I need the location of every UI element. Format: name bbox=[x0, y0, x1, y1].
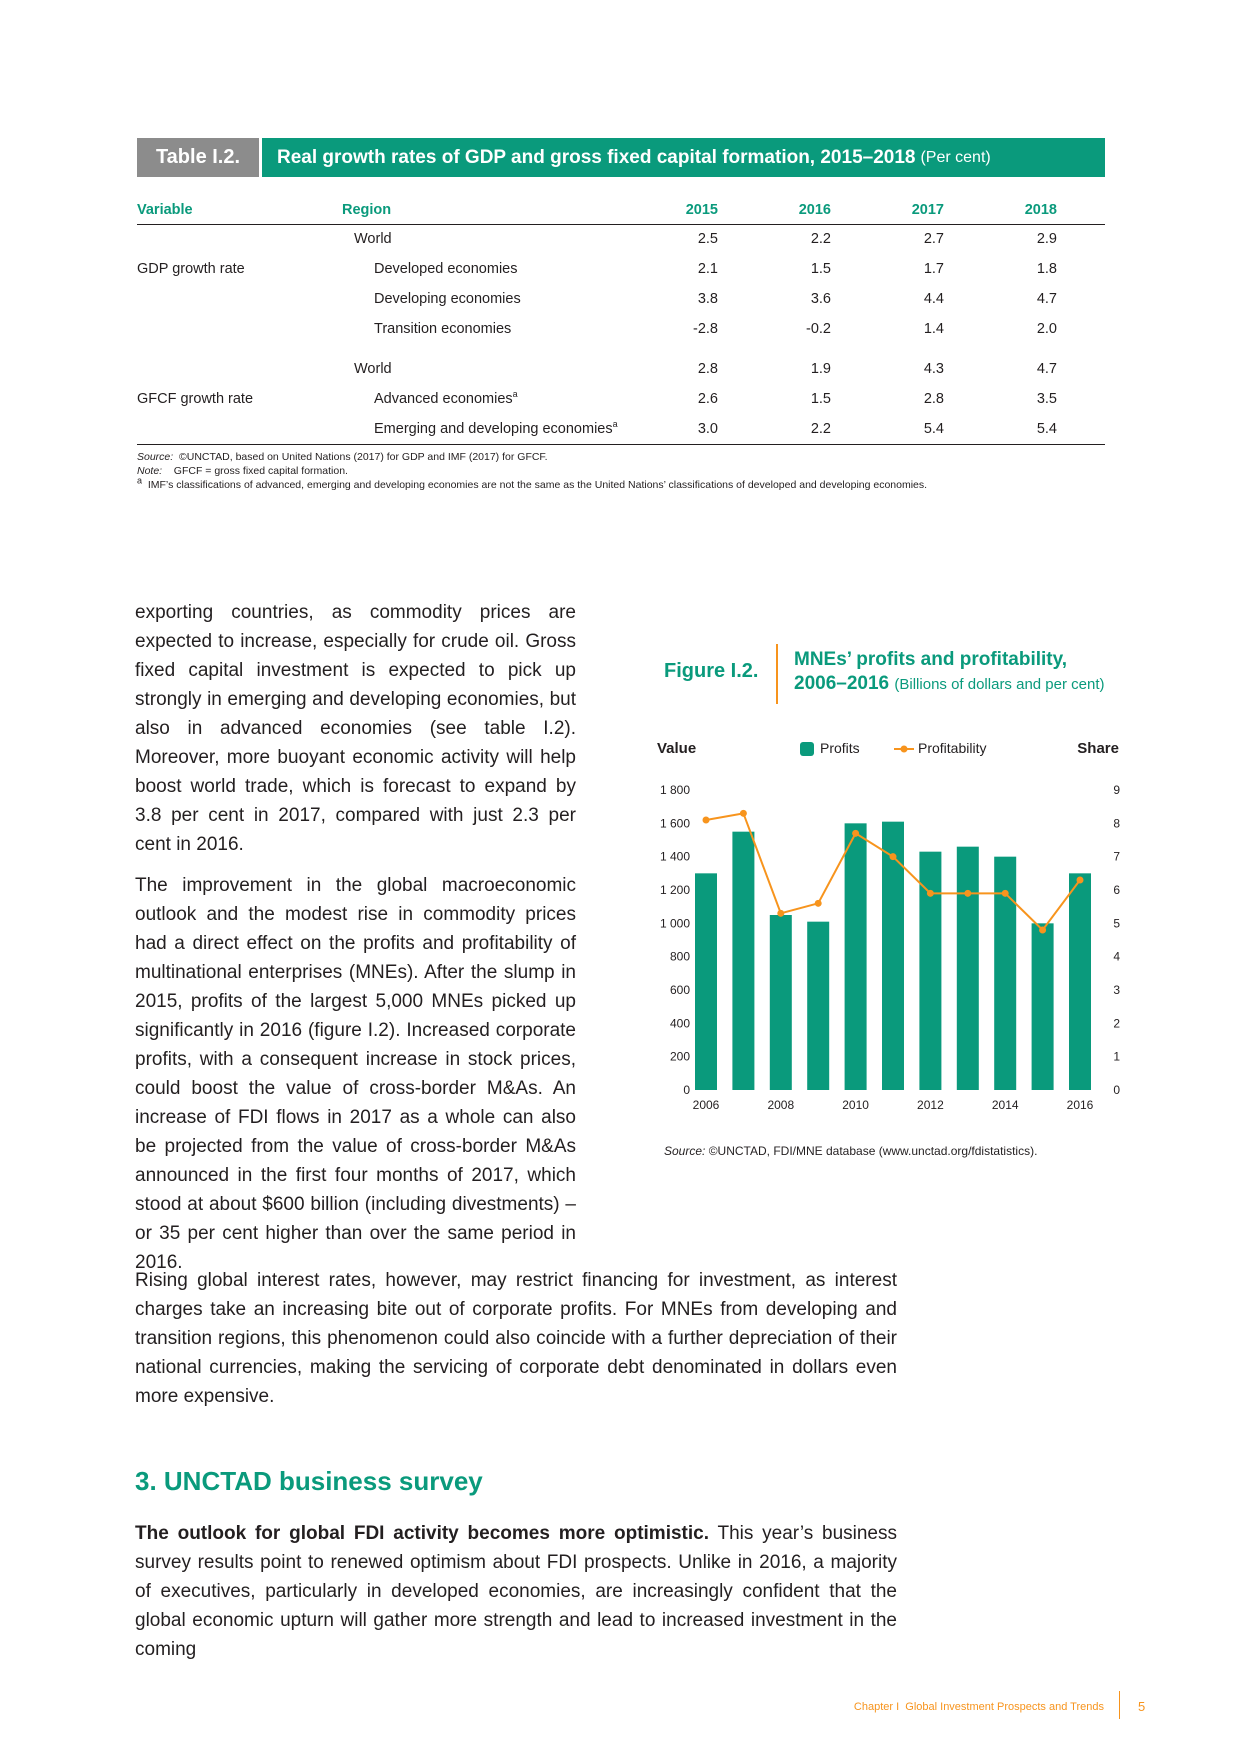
cell-value: 2.1 bbox=[697, 261, 718, 277]
col-header-year: 2018 bbox=[992, 196, 1105, 224]
cell-value: 1.7 bbox=[923, 261, 944, 277]
body-paragraph bbox=[135, 1519, 897, 1664]
cell-variable: GFCF growth rate bbox=[137, 391, 254, 407]
cell-value: 3.8 bbox=[697, 291, 718, 307]
body-paragraph: Rising global interest rates, however, may restrict financing for investment, as interest charges take an increasing bite out of corporate profits. For MNEs from developing and transition regions, this phenomenon could also coincide with a further depreciation of their national currencies, making the servicing of corporate debt denominated in dollars even more expensive. bbox=[135, 1270, 897, 1407]
body-paragraph: exporting countries, as commodity prices are expected to increase, especially for crude oil. Gross fixed capital investment is expected to pick up strongly in emerging and developing economies, but also in advanced economies (see table I.2). Moreover, more buoyant economic activity will help boost world trade, which is forecast to expand by 3.8 per cent in 2017, compared with just 2.3 per cent in 2016. bbox=[135, 602, 576, 855]
cell-value: 2.6 bbox=[697, 391, 718, 407]
y-tick-left-label: 600 bbox=[669, 983, 690, 997]
cell-value: -0.2 bbox=[806, 321, 831, 337]
cell-value: -2.8 bbox=[693, 321, 718, 337]
table-footnote: $^a$ IMF’s classifications of advanced, emerging and developing economies are not the same as the United Nations’ classifications of developed and developing economies. bbox=[137, 475, 928, 491]
chart-point bbox=[703, 817, 710, 824]
footer-chapter: Chapter I Global Investment Prospects and Trends bbox=[853, 1701, 1104, 1713]
y-tick-right-label: 4 bbox=[1113, 949, 1120, 964]
y-tick-right-label: 9 bbox=[1113, 783, 1120, 797]
col-header-region: Region bbox=[342, 196, 653, 224]
chart-bar bbox=[770, 915, 792, 1090]
col-header-variable: Variable bbox=[137, 196, 342, 224]
table-title-text: Real growth rates of GDP and gross fixed capital formation, 2015–2018 bbox=[277, 146, 916, 168]
chart-point bbox=[740, 810, 747, 817]
cell-value: 4.7 bbox=[1036, 361, 1057, 377]
cell-value: 2.0 bbox=[1036, 321, 1057, 337]
cell-value: 1.5 bbox=[810, 261, 831, 277]
y-tick-right-label: 3 bbox=[1113, 983, 1120, 997]
legend-point-swatch bbox=[901, 746, 908, 753]
chart-bar bbox=[807, 922, 829, 1090]
cell-region: Developed economies bbox=[374, 261, 518, 277]
y-tick-left-label: 1 600 bbox=[659, 816, 690, 831]
cell-value: 1.5 bbox=[810, 391, 831, 407]
cell-region: World bbox=[354, 361, 392, 377]
col-header-year: 2017 bbox=[879, 196, 992, 224]
y-tick-right-label: 0 bbox=[1113, 1083, 1120, 1097]
chart-point bbox=[927, 890, 934, 897]
x-tick-label: 2014 bbox=[991, 1098, 1019, 1112]
chart-point bbox=[1039, 927, 1046, 934]
cell-value: 3.6 bbox=[810, 291, 831, 307]
y-tick-right-label: 6 bbox=[1113, 883, 1120, 897]
figure-tag: Figure I.2. bbox=[664, 660, 759, 682]
cell-value: 5.4 bbox=[992, 414, 1105, 444]
cell-value: 3.5 bbox=[1036, 391, 1057, 407]
chart-bar bbox=[957, 847, 979, 1090]
cell-variable: GDP growth rate bbox=[137, 261, 245, 277]
body-paragraph: The improvement in the global macroeconomic outlook and the modest rise in commodity prices had a direct effect on the profits and profitability of multinational enterprises (MNEs). After the slump in 2015, profits of the largest 5,000 MNEs picked up significantly in 2016 (figure I.2). Increased corporate profits, with a consequent increase in stock prices, could boost the value of cross-border M&As. An increase of FDI flows in 2017 as a whole can also be projected from the value of cross-border M&As announced in the first four months of 2017, which stood at about $600 billion (including divestments) – or 35 per cent higher than over the same period in 2016. bbox=[135, 875, 576, 1273]
chart-bar bbox=[732, 832, 754, 1090]
figure-title-unit: (Billions of dollars and per cent) bbox=[894, 676, 1105, 693]
y-tick-left-label: 800 bbox=[669, 949, 690, 964]
cell-value: 5.4 bbox=[879, 414, 992, 444]
chart-point bbox=[890, 853, 897, 860]
y-tick-left-label: 1 000 bbox=[659, 916, 690, 931]
figure-source: Source: ©UNCTAD, FDI/MNE database (www.unctad.org/fdistatistics). bbox=[664, 1144, 1038, 1158]
table-source: Source: ©UNCTAD, based on United Nations (2017) for GDP and IMF (2017) for GFCF. bbox=[137, 451, 548, 463]
chart-point bbox=[964, 890, 971, 897]
legend-label-profitability: Profitability bbox=[918, 740, 987, 756]
y-tick-left-label: 1 800 bbox=[659, 783, 690, 797]
cell-region: Advanced economies$^a$ bbox=[374, 389, 518, 407]
chart-point bbox=[1002, 890, 1009, 897]
figure-title-text: MNEs’ profits and profitability, 2006–2016 bbox=[794, 649, 1068, 694]
x-tick-label: 2006 bbox=[692, 1098, 720, 1112]
cell-value: 4.7 bbox=[1036, 291, 1057, 307]
page-number: 5 bbox=[1138, 1699, 1146, 1714]
cell-value: 1.4 bbox=[923, 321, 944, 337]
x-tick-label: 2016 bbox=[1066, 1098, 1094, 1112]
legend-bar-swatch bbox=[800, 742, 814, 756]
cell-region: Transition economies bbox=[374, 321, 512, 337]
x-tick-label: 2008 bbox=[767, 1098, 795, 1112]
table-title-unit: (Per cent) bbox=[920, 148, 991, 166]
chart-point bbox=[852, 830, 859, 837]
footer-divider bbox=[1119, 1691, 1120, 1719]
cell-region: Developing economies bbox=[374, 291, 521, 307]
table-note: Note: GFCF = gross fixed capital formation. bbox=[137, 465, 348, 477]
section-title: 3. UNCTAD business survey bbox=[135, 1466, 483, 1496]
col-header-year: 2016 bbox=[766, 196, 879, 224]
chart-point bbox=[815, 900, 822, 907]
survey-text: This year’s business survey results point to renewed optimism about FDI prospects. Unlike in 2016, a majority of executives, particularly in developed economies, are increasingly confident that the global economic upturn will gather more strength and lead to increased investment in the coming bbox=[135, 1523, 897, 1660]
y-tick-left-label: 0 bbox=[683, 1083, 690, 1097]
y-tick-left-label: 1 200 bbox=[659, 883, 690, 897]
chart-bar bbox=[695, 873, 717, 1090]
chart-bar bbox=[1069, 873, 1091, 1090]
y-tick-right-label: 1 bbox=[1113, 1049, 1120, 1064]
y-tick-left-label: 400 bbox=[669, 1016, 690, 1031]
col-header-year: 2015 bbox=[653, 196, 766, 224]
cell-region: World bbox=[354, 231, 392, 248]
chart-point bbox=[777, 910, 784, 917]
cell-value: 2.9 bbox=[1036, 231, 1057, 248]
y-tick-right-label: 8 bbox=[1113, 816, 1120, 831]
y-tick-right-label: 5 bbox=[1113, 916, 1120, 931]
cell-value: 2.2 bbox=[766, 414, 879, 444]
cell-value: 2.8 bbox=[697, 361, 718, 377]
cell-value: 2.2 bbox=[810, 231, 831, 248]
chart-bar bbox=[845, 823, 867, 1090]
chart-bar bbox=[919, 852, 941, 1090]
cell-value: 4.4 bbox=[923, 291, 944, 307]
cell-value: 2.7 bbox=[923, 231, 944, 248]
cell-value: 4.3 bbox=[923, 361, 944, 377]
chart-point bbox=[1077, 877, 1084, 884]
x-tick-label: 2012 bbox=[917, 1098, 944, 1112]
cell-value: 1.8 bbox=[1036, 261, 1057, 277]
cell-value: 2.5 bbox=[697, 231, 718, 248]
y-tick-left-label: 200 bbox=[669, 1049, 690, 1064]
y-tick-left-label: 1 400 bbox=[659, 849, 690, 864]
cell-region: Emerging and developing economies$^a$ bbox=[342, 414, 653, 444]
x-tick-label: 2010 bbox=[842, 1098, 869, 1112]
survey-lead: The outlook for global FDI activity becomes more optimistic. bbox=[135, 1523, 709, 1544]
y-axis-left-title: Value bbox=[657, 740, 697, 757]
y-tick-right-label: 7 bbox=[1113, 849, 1120, 864]
table-tag: Table I.2. bbox=[137, 138, 259, 177]
chart-bar bbox=[882, 822, 904, 1090]
cell-value: 3.0 bbox=[653, 414, 766, 444]
legend-label-profits: Profits bbox=[820, 740, 860, 756]
cell-value: 2.8 bbox=[923, 391, 944, 407]
y-axis-right-title: Share bbox=[1077, 740, 1119, 757]
cell-value: 1.9 bbox=[810, 361, 831, 377]
chart-bar bbox=[1032, 923, 1054, 1090]
y-tick-right-label: 2 bbox=[1113, 1016, 1120, 1031]
